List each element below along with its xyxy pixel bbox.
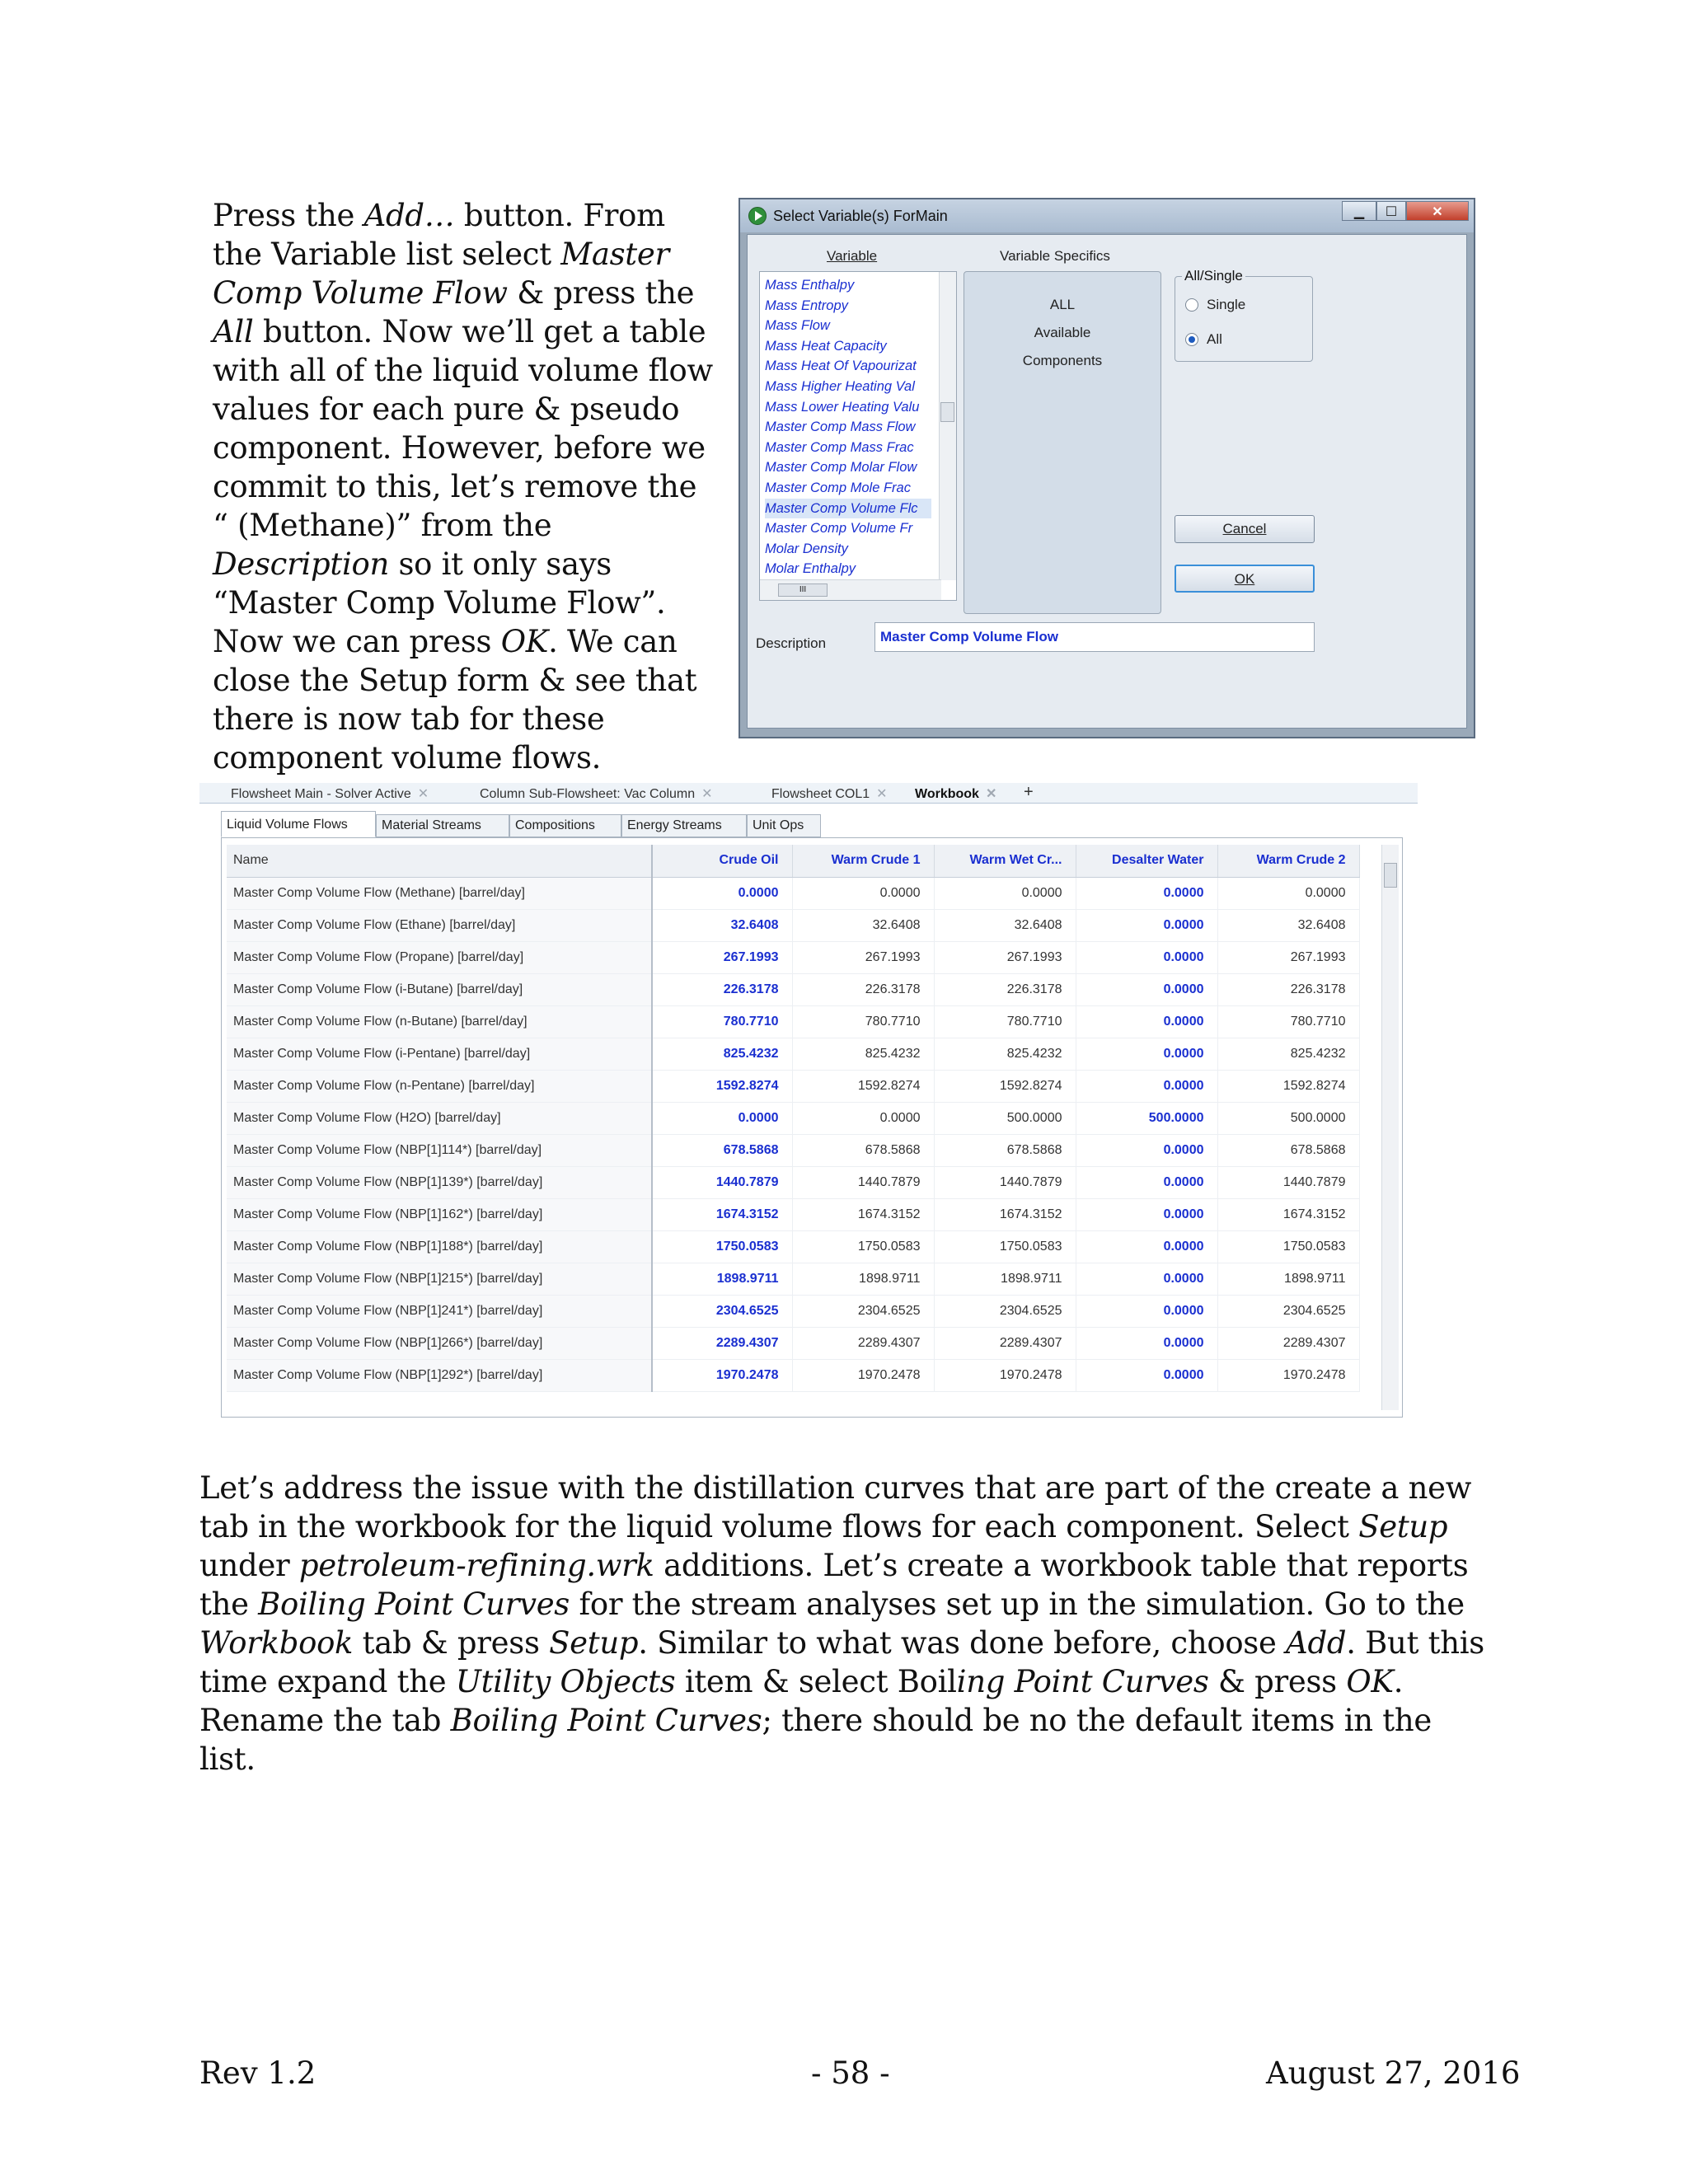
doc-tab-label: Flowsheet COL1 bbox=[771, 787, 870, 801]
value-cell[interactable]: 2289.4307 bbox=[792, 1327, 934, 1359]
value-cell[interactable]: 32.6408 bbox=[934, 909, 1076, 941]
value-cell[interactable]: 267.1993 bbox=[792, 941, 934, 973]
column-header[interactable]: Desalter Water bbox=[1076, 845, 1217, 877]
value-cell[interactable]: 267.1993 bbox=[652, 941, 792, 973]
doc-tab-label: Workbook bbox=[915, 787, 979, 801]
value-cell[interactable]: 0.0000 bbox=[1076, 1005, 1217, 1038]
value-cell[interactable]: 1674.3152 bbox=[1217, 1198, 1359, 1230]
value-cell[interactable]: 1970.2478 bbox=[1217, 1359, 1359, 1391]
scrollbar-thumb[interactable] bbox=[1384, 863, 1397, 888]
row-name-cell[interactable]: Master Comp Volume Flow (i-Pentane) [barrel/day] bbox=[227, 1038, 652, 1070]
value-cell[interactable]: 2304.6525 bbox=[792, 1295, 934, 1327]
value-cell[interactable]: 32.6408 bbox=[652, 909, 792, 941]
row-name-cell[interactable]: Master Comp Volume Flow (NBP[1]266*) [barrel/day] bbox=[227, 1327, 652, 1359]
table-row[interactable] bbox=[227, 1102, 1359, 1134]
text-run: & press bbox=[1208, 1664, 1347, 1699]
close-button[interactable] bbox=[1406, 201, 1469, 221]
table-row[interactable] bbox=[227, 1166, 1359, 1198]
value-cell[interactable]: 1898.9711 bbox=[934, 1263, 1076, 1295]
value-cell[interactable]: 0.0000 bbox=[1076, 1263, 1217, 1295]
all-radio[interactable] bbox=[1185, 333, 1198, 346]
value-cell[interactable]: 1592.8274 bbox=[792, 1070, 934, 1102]
tab-energy-streams[interactable]: Energy Streams bbox=[621, 814, 747, 837]
column-header[interactable]: Warm Crude 1 bbox=[792, 845, 934, 877]
table-row[interactable] bbox=[227, 1327, 1359, 1359]
value-cell[interactable]: 678.5868 bbox=[934, 1134, 1076, 1166]
text-run-italic: OK bbox=[500, 624, 549, 659]
table-vertical-scrollbar[interactable] bbox=[1381, 845, 1399, 1410]
value-cell[interactable]: 0.0000 bbox=[1076, 973, 1217, 1005]
value-cell[interactable]: 1674.3152 bbox=[792, 1198, 934, 1230]
variable-list-item[interactable]: Mass Higher Heating Val bbox=[765, 379, 915, 394]
value-cell[interactable]: 0.0000 bbox=[1076, 1134, 1217, 1166]
document-tab-strip bbox=[199, 783, 1418, 804]
value-cell[interactable]: 1440.7879 bbox=[1217, 1166, 1359, 1198]
text-run: Press the bbox=[213, 198, 364, 233]
text-run-italic: ing Point Curves bbox=[956, 1664, 1209, 1699]
doc-tab-flowsheet-col1[interactable] bbox=[771, 785, 888, 802]
text-run: button. From the Variable list select bbox=[213, 198, 665, 272]
text-run-italic: Boiling Point Curves bbox=[258, 1586, 570, 1622]
text-run-italic: Boiling Point Curves bbox=[450, 1703, 762, 1738]
text-run: . Similar to what was done before, choose bbox=[638, 1625, 1287, 1661]
close-tab-icon[interactable]: ✕ bbox=[701, 787, 713, 801]
text-run: . We can close the Setup form & see that there is now tab for these component volume flows. bbox=[213, 624, 697, 776]
table-row[interactable] bbox=[227, 1198, 1359, 1230]
row-name-cell[interactable]: Master Comp Volume Flow (H2O) [barrel/day] bbox=[227, 1102, 652, 1134]
column-header[interactable]: Warm Wet Cr... bbox=[934, 845, 1076, 877]
value-cell[interactable]: 226.3178 bbox=[652, 973, 792, 1005]
variable-list-hscroll[interactable] bbox=[760, 579, 941, 600]
all-radio-label: All bbox=[1207, 331, 1222, 347]
variable-list-item[interactable]: Master Comp Volume Fr bbox=[765, 521, 913, 537]
footer-date: August 27, 2016 bbox=[1266, 2055, 1521, 2091]
specifics-line: ALL bbox=[1049, 297, 1076, 312]
value-cell[interactable]: 1440.7879 bbox=[652, 1166, 792, 1198]
value-cell[interactable]: 825.4232 bbox=[652, 1038, 792, 1070]
value-cell[interactable]: 1674.3152 bbox=[934, 1198, 1076, 1230]
variable-list-vscroll[interactable] bbox=[939, 272, 956, 580]
scrollbar-thumb[interactable] bbox=[940, 402, 954, 422]
row-name-cell[interactable]: Master Comp Volume Flow (NBP[1]162*) [barrel/day] bbox=[227, 1198, 652, 1230]
new-tab-plus-icon[interactable]: + bbox=[1024, 783, 1034, 801]
value-cell[interactable]: 1970.2478 bbox=[934, 1359, 1076, 1391]
minimize-button[interactable] bbox=[1342, 201, 1376, 221]
value-cell[interactable]: 2304.6525 bbox=[652, 1295, 792, 1327]
row-name-cell[interactable]: Master Comp Volume Flow (NBP[1]241*) [barrel/day] bbox=[227, 1295, 652, 1327]
minimize-icon: ▁ bbox=[1353, 205, 1365, 219]
value-cell[interactable]: 1898.9711 bbox=[792, 1263, 934, 1295]
value-cell[interactable]: 0.0000 bbox=[792, 1102, 934, 1134]
value-cell[interactable]: 780.7710 bbox=[792, 1005, 934, 1038]
value-cell[interactable]: 267.1993 bbox=[934, 941, 1076, 973]
text-run-italic: Setup bbox=[549, 1625, 639, 1661]
variable-list-item[interactable]: Molar Density bbox=[765, 541, 848, 556]
value-cell[interactable]: 0.0000 bbox=[652, 877, 792, 909]
workbook-window bbox=[199, 783, 1418, 1427]
value-cell[interactable]: 1440.7879 bbox=[792, 1166, 934, 1198]
row-name-cell[interactable]: Master Comp Volume Flow (NBP[1]188*) [barrel/day] bbox=[227, 1230, 652, 1263]
footer-revision: Rev 1.2 bbox=[199, 2055, 316, 2091]
text-run: button. Now we’ll get a table with all of the liquid volume flow values for each pure & pseudo component. However, before we commit to this, let’s remove the “ (Methane)” from the bbox=[213, 314, 713, 543]
specifics-line: Components bbox=[1022, 353, 1103, 368]
doc-tab-label: Flowsheet Main - Solver Active bbox=[231, 787, 411, 801]
row-name-cell[interactable]: Master Comp Volume Flow (n-Pentane) [barrel/day] bbox=[227, 1070, 652, 1102]
intro-paragraph bbox=[213, 196, 715, 777]
row-name-cell[interactable]: Master Comp Volume Flow (i-Butane) [barrel/day] bbox=[227, 973, 652, 1005]
value-cell[interactable]: 1898.9711 bbox=[652, 1263, 792, 1295]
all-single-group bbox=[1175, 268, 1313, 362]
value-cell[interactable]: 1592.8274 bbox=[934, 1070, 1076, 1102]
value-cell[interactable]: 0.0000 bbox=[792, 877, 934, 909]
value-cell[interactable]: 780.7710 bbox=[1217, 1005, 1359, 1038]
column-header[interactable]: Warm Crude 2 bbox=[1217, 845, 1359, 877]
text-run-italic: Add bbox=[1286, 1625, 1347, 1661]
doc-tab-label: Column Sub-Flowsheet: Vac Column bbox=[480, 787, 696, 801]
text-run-italic: Workbook bbox=[199, 1625, 354, 1661]
value-cell[interactable]: 0.0000 bbox=[934, 877, 1076, 909]
close-tab-icon[interactable]: ✕ bbox=[985, 787, 997, 801]
variable-list-item[interactable]: Master Comp Mass Flow bbox=[765, 419, 916, 435]
text-run: Let’s address the issue with the distillation curves that are part of the create a new tab in the workbook for the liquid volume flows for each component. Select bbox=[199, 1470, 1472, 1544]
table-row[interactable] bbox=[227, 1263, 1359, 1295]
variable-list-item[interactable]: Mass Enthalpy bbox=[765, 278, 855, 293]
text-run: tab & press bbox=[353, 1625, 550, 1661]
variable-list-item[interactable]: Mass Heat Of Vapourizat bbox=[765, 359, 917, 374]
value-cell[interactable]: 0.0000 bbox=[1076, 1166, 1217, 1198]
text-run-italic: Utility Objects bbox=[455, 1664, 676, 1699]
close-tab-icon[interactable]: ✕ bbox=[417, 787, 429, 801]
value-cell[interactable]: 1674.3152 bbox=[652, 1198, 792, 1230]
table-row[interactable] bbox=[227, 909, 1359, 941]
value-cell[interactable]: 1750.0583 bbox=[1217, 1230, 1359, 1263]
dialog-client bbox=[747, 234, 1467, 729]
row-name-cell[interactable]: Master Comp Volume Flow (Ethane) [barrel/day] bbox=[227, 909, 652, 941]
value-cell[interactable]: 1750.0583 bbox=[792, 1230, 934, 1263]
text-run-italic: OK bbox=[1346, 1664, 1394, 1699]
single-radio[interactable] bbox=[1185, 298, 1198, 312]
footer-page-number: - 58 - bbox=[811, 2055, 890, 2091]
text-run: . Rename the tab bbox=[199, 1664, 1404, 1738]
value-cell[interactable]: 825.4232 bbox=[934, 1038, 1076, 1070]
tab-unit-ops[interactable]: Unit Ops bbox=[747, 814, 821, 837]
dialog-title: Select Variable(s) ForMain bbox=[773, 208, 948, 224]
variable-specifics-panel bbox=[964, 271, 1161, 614]
value-cell[interactable]: 780.7710 bbox=[652, 1005, 792, 1038]
tab-compositions[interactable]: Compositions bbox=[509, 814, 621, 837]
value-cell[interactable]: 825.4232 bbox=[792, 1038, 934, 1070]
value-cell[interactable]: 780.7710 bbox=[934, 1005, 1076, 1038]
specifics-line: Available bbox=[1034, 325, 1091, 340]
value-cell[interactable]: 0.0000 bbox=[1076, 1038, 1217, 1070]
close-icon: ✕ bbox=[1432, 205, 1443, 219]
value-cell[interactable]: 825.4232 bbox=[1217, 1038, 1359, 1070]
value-cell[interactable]: 1970.2478 bbox=[792, 1359, 934, 1391]
variable-list-item[interactable]: Master Comp Mass Frac bbox=[765, 439, 914, 455]
variable-list[interactable] bbox=[759, 271, 957, 601]
tab-liquid-volume-flows[interactable]: Liquid Volume Flows bbox=[221, 811, 376, 837]
doc-tab-vac-column[interactable] bbox=[480, 785, 713, 802]
doc-tab-workbook[interactable] bbox=[915, 785, 996, 802]
value-cell[interactable]: 32.6408 bbox=[1217, 909, 1359, 941]
all-single-legend: All/Single bbox=[1182, 268, 1245, 284]
ok-button[interactable]: OK bbox=[1175, 565, 1315, 593]
doc-tab-flowsheet-main[interactable] bbox=[231, 785, 429, 802]
single-radio-label: Single bbox=[1207, 297, 1246, 312]
value-cell[interactable]: 226.3178 bbox=[792, 973, 934, 1005]
description-label: Description bbox=[756, 635, 827, 651]
value-cell[interactable]: 2289.4307 bbox=[652, 1327, 792, 1359]
text-run: under bbox=[199, 1548, 299, 1583]
text-run: ; there should be no the default items in the list. bbox=[199, 1703, 1432, 1777]
table-row[interactable] bbox=[227, 1295, 1359, 1327]
text-run-italic: Description bbox=[213, 546, 389, 582]
value-cell[interactable]: 0.0000 bbox=[1076, 941, 1217, 973]
table-row[interactable] bbox=[227, 1230, 1359, 1263]
variable-list-item[interactable]: Mass Heat Capacity bbox=[765, 338, 887, 354]
value-cell[interactable]: 0.0000 bbox=[1076, 1198, 1217, 1230]
value-cell[interactable]: 678.5868 bbox=[1217, 1134, 1359, 1166]
value-cell[interactable]: 2304.6525 bbox=[1217, 1295, 1359, 1327]
value-cell[interactable]: 0.0000 bbox=[1217, 877, 1359, 909]
value-cell[interactable]: 2289.4307 bbox=[1217, 1327, 1359, 1359]
variable-list-item[interactable]: Master Comp Mole Frac bbox=[765, 480, 911, 495]
value-cell[interactable]: 2304.6525 bbox=[934, 1295, 1076, 1327]
table-row[interactable] bbox=[227, 973, 1359, 1005]
maximize-icon: ☐ bbox=[1385, 205, 1398, 219]
value-cell[interactable]: 1750.0583 bbox=[652, 1230, 792, 1263]
app-play-icon bbox=[748, 207, 767, 225]
text-run-italic: Add… bbox=[363, 198, 455, 233]
text-run: so it only says “Master Comp Volume Flow”. Now we can press bbox=[213, 546, 666, 659]
table-header-row bbox=[227, 845, 1359, 877]
scrollbar-thumb[interactable]: III bbox=[778, 583, 828, 597]
variable-list-item[interactable]: Master Comp Molar Flow bbox=[765, 460, 917, 476]
row-name-cell[interactable]: Master Comp Volume Flow (n-Butane) [barrel/day] bbox=[227, 1005, 652, 1038]
text-run: item & select Boil bbox=[675, 1664, 957, 1699]
value-cell[interactable]: 0.0000 bbox=[652, 1102, 792, 1134]
value-cell[interactable]: 0.0000 bbox=[1076, 877, 1217, 909]
column-header[interactable]: Name bbox=[227, 845, 652, 877]
row-name-cell[interactable]: Master Comp Volume Flow (NBP[1]114*) [barrel/day] bbox=[227, 1134, 652, 1166]
value-cell[interactable]: 0.0000 bbox=[1076, 1230, 1217, 1263]
value-cell[interactable]: 1592.8274 bbox=[1217, 1070, 1359, 1102]
value-cell[interactable]: 2289.4307 bbox=[934, 1327, 1076, 1359]
row-name-cell[interactable]: Master Comp Volume Flow (NBP[1]215*) [barrel/day] bbox=[227, 1263, 652, 1295]
value-cell[interactable]: 1898.9711 bbox=[1217, 1263, 1359, 1295]
table-row[interactable] bbox=[227, 1134, 1359, 1166]
row-name-cell[interactable]: Master Comp Volume Flow (NBP[1]139*) [barrel/day] bbox=[227, 1166, 652, 1198]
variable-label: Variable bbox=[827, 248, 878, 264]
maximize-button[interactable] bbox=[1376, 201, 1406, 221]
variable-specifics-label: Variable Specifics bbox=[1000, 248, 1110, 264]
tab-material-streams[interactable]: Material Streams bbox=[376, 814, 509, 837]
table-row[interactable] bbox=[227, 1038, 1359, 1070]
variable-list-item[interactable]: Mass Flow bbox=[765, 318, 830, 334]
value-cell[interactable]: 0.0000 bbox=[1076, 1295, 1217, 1327]
cancel-button[interactable]: Cancel bbox=[1175, 515, 1315, 543]
value-cell[interactable]: 0.0000 bbox=[1076, 1359, 1217, 1391]
row-name-cell[interactable]: Master Comp Volume Flow (Methane) [barrel/day] bbox=[227, 877, 652, 909]
value-cell[interactable]: 1750.0583 bbox=[934, 1230, 1076, 1263]
text-run-italic: All bbox=[213, 314, 254, 349]
text-run: for the stream analyses set up in the simulation. Go to the bbox=[569, 1586, 1465, 1622]
value-cell[interactable]: 500.0000 bbox=[1076, 1102, 1217, 1134]
select-variables-dialog bbox=[738, 198, 1475, 738]
row-name-cell[interactable]: Master Comp Volume Flow (NBP[1]292*) [barrel/day] bbox=[227, 1359, 652, 1391]
description-input[interactable] bbox=[874, 622, 1315, 652]
variable-list-item[interactable]: Mass Lower Heating Valu bbox=[765, 399, 920, 415]
text-run-italic: Master Comp Volume Flow bbox=[213, 237, 669, 311]
value-cell[interactable]: 500.0000 bbox=[934, 1102, 1076, 1134]
text-run-italic: Setup bbox=[1358, 1509, 1448, 1544]
table-body bbox=[227, 877, 1359, 1391]
text-run: additions. Let’s create a workbook table that reports the bbox=[199, 1548, 1469, 1622]
value-cell[interactable]: 678.5868 bbox=[792, 1134, 934, 1166]
column-header[interactable]: Crude Oil bbox=[652, 845, 792, 877]
table-row[interactable] bbox=[227, 941, 1359, 973]
value-cell[interactable]: 226.3178 bbox=[1217, 973, 1359, 1005]
dialog-titlebar bbox=[740, 199, 1474, 232]
liquid-volume-flows-table bbox=[227, 845, 1360, 1392]
value-cell[interactable]: 267.1993 bbox=[1217, 941, 1359, 973]
value-cell[interactable]: 500.0000 bbox=[1217, 1102, 1359, 1134]
value-cell[interactable]: 226.3178 bbox=[934, 973, 1076, 1005]
workbook-grid-frame bbox=[221, 837, 1403, 1418]
value-cell[interactable]: 32.6408 bbox=[792, 909, 934, 941]
text-run-italic: petroleum-refining.wrk bbox=[298, 1548, 654, 1583]
variable-list-item[interactable]: Mass Entropy bbox=[765, 298, 848, 313]
value-cell[interactable]: 1592.8274 bbox=[652, 1070, 792, 1102]
table-row[interactable] bbox=[227, 877, 1359, 909]
boiling-point-paragraph bbox=[199, 1469, 1485, 1779]
table-row[interactable] bbox=[227, 1359, 1359, 1391]
value-cell[interactable]: 678.5868 bbox=[652, 1134, 792, 1166]
table-row[interactable] bbox=[227, 1005, 1359, 1038]
value-cell[interactable]: 0.0000 bbox=[1076, 1327, 1217, 1359]
value-cell[interactable]: 0.0000 bbox=[1076, 1070, 1217, 1102]
row-name-cell[interactable]: Master Comp Volume Flow (Propane) [barrel/day] bbox=[227, 941, 652, 973]
text-run: . But this time expand the bbox=[199, 1625, 1484, 1699]
close-tab-icon[interactable]: ✕ bbox=[876, 787, 888, 801]
text-run: & press the bbox=[507, 275, 695, 311]
value-cell[interactable]: 1440.7879 bbox=[934, 1166, 1076, 1198]
variable-list-item[interactable]: Master Comp Volume Flc bbox=[765, 499, 931, 518]
value-cell[interactable]: 0.0000 bbox=[1076, 909, 1217, 941]
table-row[interactable] bbox=[227, 1070, 1359, 1102]
value-cell[interactable]: 1970.2478 bbox=[652, 1359, 792, 1391]
variable-list-item[interactable]: Molar Enthalpy bbox=[765, 561, 856, 577]
